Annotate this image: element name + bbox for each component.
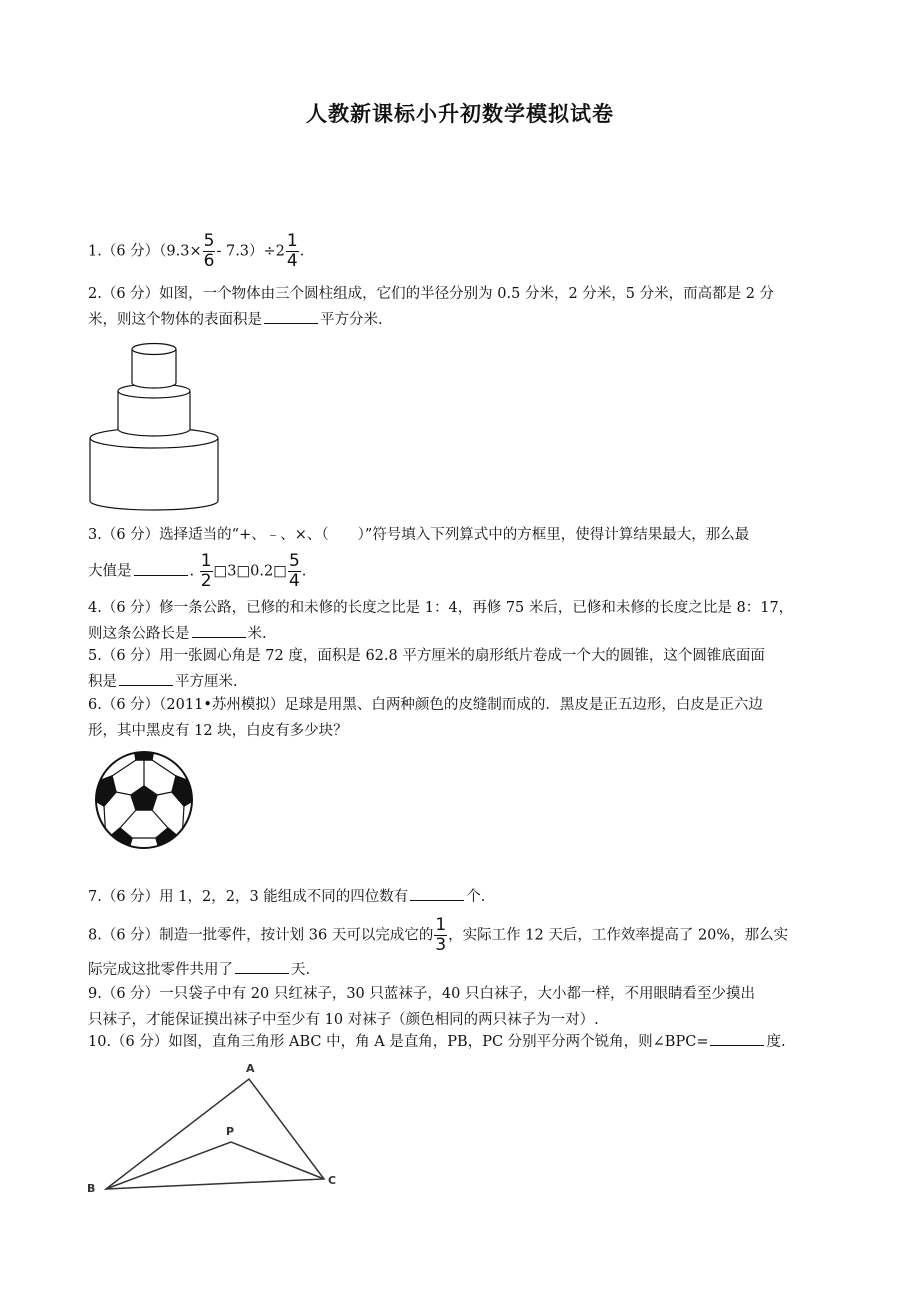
q3-fraction-1 — [200, 552, 213, 591]
q3-suffix: . — [301, 563, 307, 580]
question-3 — [88, 522, 834, 591]
question-5 — [88, 643, 834, 695]
question-8 — [88, 916, 834, 983]
q8-pre: 8.（6 分）制造一批零件，按计划 36 天可以完成它的 — [88, 927, 434, 944]
q9-line-1: 9.（6 分）一只袋子中有 20 只红袜子，30 只蓝袜子，40 只白袜子，大小都一样，不用眼睛看至少摸出 — [88, 986, 755, 1002]
q1-f2-den: 4 — [286, 251, 298, 271]
q9-line-2: 只袜子，才能保证摸出袜子中至少有 10 对袜子（颜色相同的两只袜子为一对）. — [88, 1012, 599, 1028]
q3-f1-den: 2 — [200, 571, 212, 591]
q3-f2-num: 5 — [288, 551, 300, 571]
page-title: 人教新课标小升初数学模拟试卷 — [306, 102, 614, 126]
q4-line-2-pre: 则这条公路长是 — [88, 626, 190, 642]
top-cylinder-top — [132, 344, 176, 355]
q2-line-2 — [88, 307, 834, 333]
q8-line-1 — [88, 916, 834, 955]
label-p: P — [226, 1125, 235, 1138]
q1-f2-num: 1 — [286, 231, 298, 251]
q8-line-2 — [88, 957, 834, 983]
q7-pre: 7.（6 分）用 1，2，2，3 能组成不同的四位数有 — [88, 889, 409, 905]
question-10 — [88, 1029, 834, 1055]
answer-blank — [410, 886, 464, 901]
q4-line-2-post: 米. — [247, 626, 267, 642]
triangle-abc — [106, 1079, 324, 1189]
q6-line-2: 形，其中黑皮有 12 块，白皮有多少块？ — [88, 723, 348, 739]
q4-line-1: 4.（6 分）修一条公路，已修的和未修的长度之比是 1：4，再修 75 米后，已修和未修的长度之比是 8：17， — [88, 600, 794, 616]
q1-f1-den: 6 — [203, 251, 215, 271]
q1-fraction-2 — [286, 232, 299, 271]
q1-mid: - 7.3）÷2 — [216, 243, 285, 260]
q1-suffix: . — [299, 243, 305, 260]
q5-line-2-post: 平方厘米. — [175, 674, 238, 690]
question-7 — [88, 884, 834, 910]
q1-prefix: 1.（6 分）（9.3× — [88, 243, 202, 260]
top-pentagon — [134, 748, 154, 760]
q8-line-2-pre: 际完成这批零件共用了 — [88, 962, 233, 978]
q5-line-1: 5.（6 分）用一张圆心角是 72 度，面积是 62.8 平方厘米的扇形纸片卷成一个大的圆锥，这个圆锥底面面 — [88, 648, 765, 664]
label-c: C — [328, 1174, 337, 1187]
answer-blank — [134, 561, 188, 576]
label-a: A — [246, 1062, 255, 1075]
q3-fraction-2 — [288, 552, 301, 591]
q8-f-num: 1 — [435, 915, 447, 935]
q3-f1-num: 1 — [200, 551, 212, 571]
answer-blank — [710, 1031, 764, 1046]
stacked-cylinders-figure — [86, 338, 222, 514]
question-9 — [88, 981, 834, 1033]
q10-pre: 10.（6 分）如图，直角三角形 ABC 中，角 A 是直角，PB，PC 分别平分两个锐角，则∠BPC= — [88, 1034, 709, 1050]
q1-fraction-1 — [203, 232, 216, 271]
q8-f-den: 3 — [435, 935, 447, 955]
answer-blank — [119, 671, 173, 686]
question-2 — [88, 281, 834, 333]
soccer-ball-figure — [92, 748, 196, 852]
q2-line-2-pre: 米，则这个物体的表面积是 — [88, 312, 262, 328]
q1-f1-num: 5 — [203, 231, 215, 251]
q3-f2-den: 4 — [288, 571, 300, 591]
q3-line-2-mid: . — [189, 563, 195, 580]
question-4 — [88, 595, 834, 647]
q3-expression: □3□0.2□ — [213, 563, 287, 580]
q5-line-2-pre: 积是 — [88, 674, 117, 690]
q7-post: 个. — [466, 889, 486, 905]
q8-post: ，实际工作 12 天后，工作效率提高了 20%，那么实 — [448, 927, 789, 944]
q8-line-2-post: 天. — [291, 962, 311, 978]
answer-blank — [192, 623, 246, 638]
q10-post: 度. — [766, 1034, 786, 1050]
q3-line-2-pre: 大值是 — [88, 563, 132, 580]
answer-blank — [235, 959, 289, 974]
q2-line-2-post: 平方分米. — [320, 312, 383, 328]
question-6 — [88, 692, 834, 744]
triangle-figure — [82, 1058, 352, 1198]
label-b: B — [87, 1182, 96, 1195]
q2-line-1: 2.（6 分）如图，一个物体由三个圆柱组成，它们的半径分别为 0.5 分米，2 分米，5 分米，而高都是 2 分 — [88, 286, 775, 302]
answer-blank — [264, 309, 318, 324]
q6-line-1: 6.（6 分）（2011•苏州模拟）足球是用黑、白两种颜色的皮缝制而成的．黑皮是正五边形，白皮是正六边 — [88, 697, 763, 713]
q3-line-2 — [88, 552, 834, 591]
bottom-cylinder-body — [90, 438, 218, 510]
q8-fraction — [434, 916, 447, 955]
question-1 — [88, 232, 834, 271]
q3-line-1: 3.（6 分）选择适当的“+、﹣、×、（ ）”符号填入下列算式中的方框里，使得计算结果最大，那么最 — [88, 527, 750, 543]
bisector-lines — [106, 1142, 324, 1189]
